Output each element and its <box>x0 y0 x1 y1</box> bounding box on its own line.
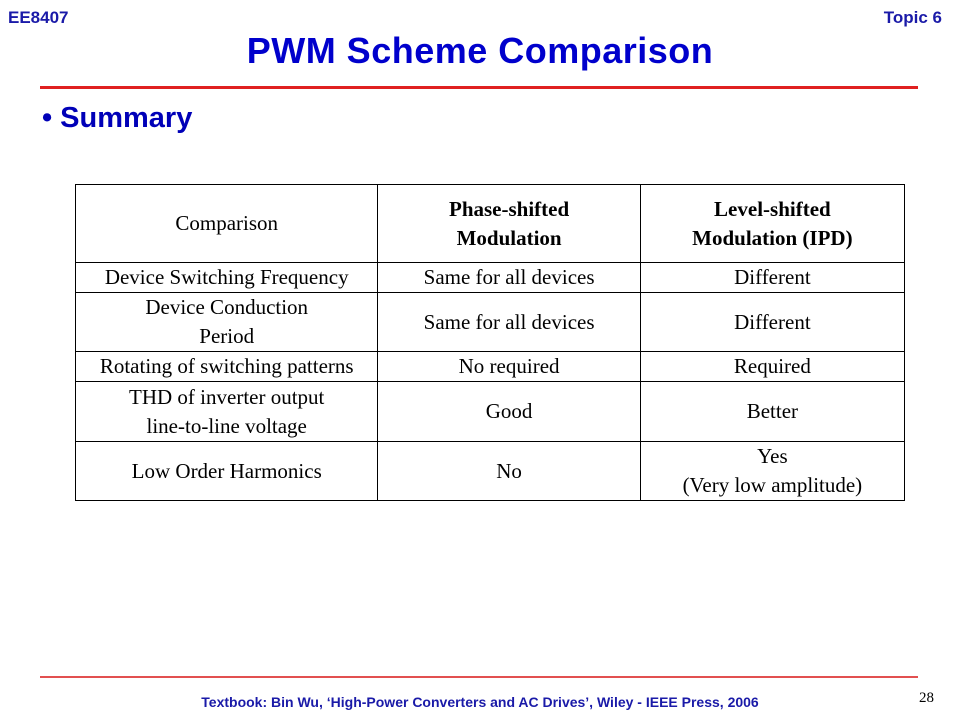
cell-line: Same for all devices <box>423 265 595 289</box>
level-shifted-cell <box>640 382 904 442</box>
level-shifted-cell <box>640 352 904 382</box>
table-row <box>76 382 905 442</box>
textbook-citation: Textbook: Bin Wu, ‘High-Power Converters and AC Drives’, Wiley - IEEE Press, 2006 <box>201 694 759 710</box>
header-comparison <box>76 185 378 263</box>
table-header-row <box>76 185 905 263</box>
criterion-cell <box>76 442 378 501</box>
cell-line: Same for all devices <box>423 309 595 334</box>
comparison-table <box>75 184 905 501</box>
cell-line: line-to-line voltage <box>146 413 307 438</box>
table-row <box>76 293 905 352</box>
header-line: Modulation (IPD) <box>692 225 853 250</box>
cell-line: Better <box>746 399 799 423</box>
cell-line: Period <box>199 324 255 348</box>
cell-line: No required <box>458 354 560 378</box>
table-row <box>76 352 905 382</box>
level-shifted-cell <box>640 293 904 352</box>
level-shifted-cell <box>640 263 904 293</box>
header-line: Modulation <box>456 225 562 250</box>
phase-shifted-cell <box>378 442 640 501</box>
cell-line: Different <box>734 309 811 334</box>
criterion-cell <box>76 382 378 442</box>
header-line: Phase-shifted <box>449 196 570 221</box>
criterion-cell <box>76 263 378 293</box>
phase-shifted-cell <box>378 382 640 442</box>
topic-label: Topic 6 <box>883 8 942 27</box>
phase-shifted-cell <box>378 352 640 382</box>
cell-line: Device Switching Frequency <box>104 265 349 289</box>
cell-line: No <box>496 458 522 483</box>
cell-line: Rotating of switching patterns <box>99 354 354 378</box>
phase-shifted-cell <box>378 263 640 293</box>
table-row <box>76 442 905 501</box>
cell-line: THD of inverter output <box>129 384 325 409</box>
cell-line: Low Order Harmonics <box>131 458 322 483</box>
page-number: 28 <box>919 690 934 706</box>
cell-line: Required <box>733 354 811 378</box>
criterion-cell <box>76 293 378 352</box>
cell-line: (Very low amplitude) <box>682 473 863 497</box>
title-divider <box>40 86 918 89</box>
header-line: Level-shifted <box>714 196 831 221</box>
cell-line: Yes <box>757 444 788 468</box>
phase-shifted-cell <box>378 293 640 352</box>
criterion-cell <box>76 352 378 382</box>
header-phase-shifted <box>378 185 640 263</box>
footer-divider <box>40 676 918 678</box>
summary-text: Summary <box>60 102 193 134</box>
header-level-shifted <box>640 185 904 263</box>
course-code: EE8407 <box>8 8 69 27</box>
header-line: Comparison <box>175 211 279 235</box>
cell-line: Device Conduction <box>145 295 309 319</box>
cell-line: Different <box>734 265 811 289</box>
summary-bullet <box>42 102 192 135</box>
level-shifted-cell <box>640 442 904 501</box>
cell-line: Good <box>485 399 533 423</box>
table-row <box>76 263 905 293</box>
bullet-dot-icon: • <box>42 102 53 134</box>
slide-title: PWM Scheme Comparison <box>246 30 714 71</box>
